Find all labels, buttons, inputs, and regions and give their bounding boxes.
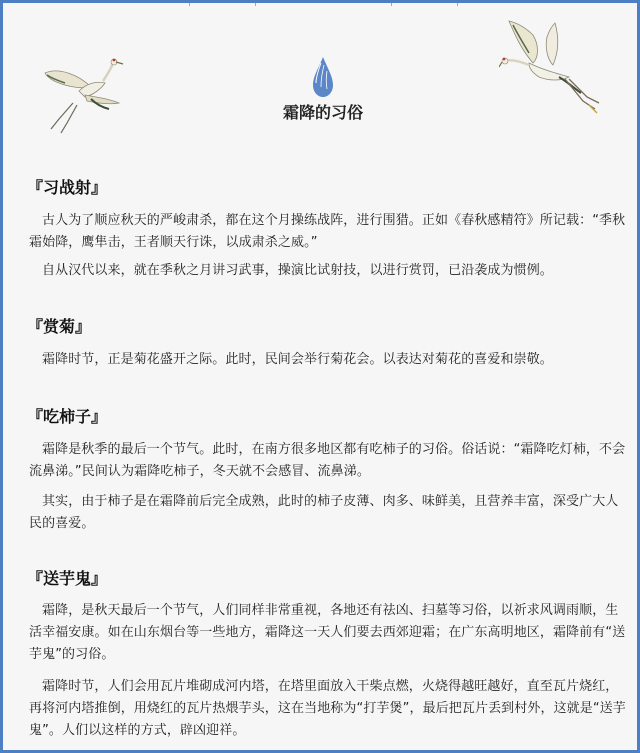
water-drop-icon [309,55,337,99]
top-ruler [3,3,640,6]
crane-left-illustration [39,53,125,137]
section-heading: 『习战射』 [27,178,108,197]
paragraph: 其实，由于柿子是在霜降前后完全成熟，此时的柿子皮薄、肉多、味鲜美，且营养丰富，深受广大人民的喜爱。 [29,494,619,531]
paragraph: 霜降，是秋天最后一个节气，人们同样非常重视，各地还有祛凶、扫墓等习俗，以祈求风调雨顺，生活幸福安康。如在山东烟台等一些地方，霜降这一天人们要去西郊迎霜；在广东高明地区，霜降前有“送芋鬼”的习俗。 [29,603,626,662]
ruler-tick [391,3,392,6]
section-heading: 『送芋鬼』 [27,569,108,588]
paragraph: 自从汉代以来，就在季秋之月讲习武事，操演比试射技，以进行赏罚，已沿袭成为惯例。 [42,263,553,278]
page-title: 霜降的习俗 [282,103,363,122]
paragraph: 霜降是秋季的最后一个节气。此时，在南方很多地区都有吃柿子的习俗。俗话说：“霜降吃灯柿，不会流鼻涕。”民间认为霜降吃柿子，冬天就不会感冒、流鼻涕。 [29,442,626,479]
paragraph: 霜降时节，人们会用瓦片堆砌成河内塔，在塔里面放入干柴点燃，火烧得越旺越好，直至瓦片烧红，再将河内塔推倒，用烧红的瓦片热煨芋头，这在当地称为“打芋煲”，最后把瓦片丢到村外，这就是“送芋鬼”。人们以这样的方式，辟凶迎祥。 [29,679,626,738]
section-heading: 『吃柿子』 [27,407,108,426]
ruler-tick [255,3,256,6]
paragraph: 古人为了顺应秋天的严峻肃杀，都在这个月操练战阵，进行围猎。正如《春秋感精符》所记载：“季秋霜始降，鹰隼击，王者顺天行诛，以成肃杀之威。” [29,213,626,250]
ruler-tick [189,3,190,6]
ruler-tick [457,3,458,6]
paragraph: 霜降时节，正是菊花盛开之际。此时，民间会举行菊花会。以表达对菊花的喜爱和崇敬。 [42,352,553,367]
section-heading: 『赏菊』 [27,317,92,336]
